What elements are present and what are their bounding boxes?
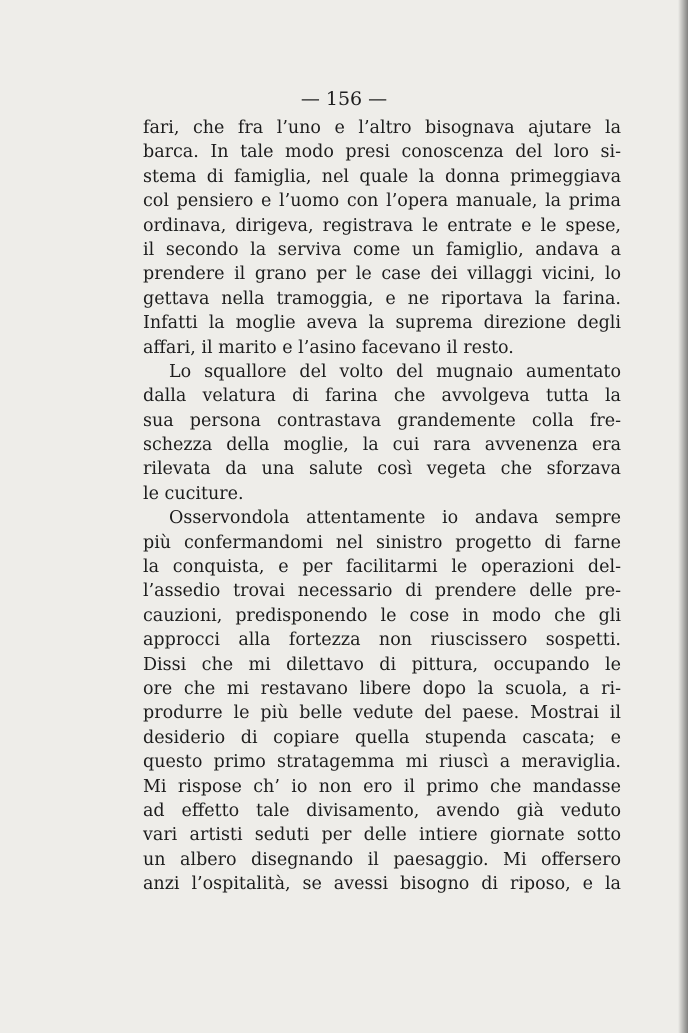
text-line: Dissi che mi dilettavo di pittura, occupando le bbox=[143, 654, 621, 675]
text-line: prendere il grano per le case dei villaggi vicini, lo bbox=[143, 264, 621, 285]
paragraph bbox=[143, 506, 621, 896]
page-edge-shadow bbox=[678, 0, 688, 1033]
text-line: schezza della moglie, la cui rara avvenenza era bbox=[143, 435, 621, 456]
text-line: la conquista, e per facilitarmi le operazioni del- bbox=[143, 557, 621, 578]
text-line: sua persona contrastava grandemente colla fre- bbox=[143, 410, 621, 431]
text-line: stema di famiglia, nel quale la donna primeggiava bbox=[143, 166, 621, 187]
text-line: ad effetto tale divisamento, avendo già veduto bbox=[143, 800, 621, 821]
text-line: l’assedio trovai necessario di prendere delle pre- bbox=[143, 581, 621, 602]
text-line: Mi rispose ch’ io non ero il primo che mandasse bbox=[143, 776, 621, 797]
paragraph bbox=[143, 360, 621, 506]
text-line: dalla velatura di farina che avvolgeva tutta la bbox=[143, 386, 621, 407]
text-line: Osservondola attentamente io andava sempre bbox=[169, 508, 621, 529]
text-line: il secondo la serviva come un famiglio, andava a bbox=[143, 239, 621, 260]
text-line: cauzioni, predisponendo le cose in modo che gli bbox=[143, 605, 621, 626]
text-line: col pensiero e l’uomo con l’opera manuale, la prima bbox=[143, 191, 621, 212]
text-line: produrre le più belle vedute del paese. Mostrai il bbox=[143, 703, 621, 724]
text-line: più confermandomi nel sinistro progetto di farne bbox=[143, 532, 621, 553]
text-line: ordinava, dirigeva, registrava le entrate e le spese, bbox=[143, 215, 621, 236]
text-line: affari, il marito e l’asino facevano il resto. bbox=[143, 337, 514, 358]
text-line: un albero disegnando il paesaggio. Mi offersero bbox=[143, 849, 621, 870]
text-line: le cuciture. bbox=[143, 483, 244, 504]
text-line: desiderio di copiare quella stupenda cascata; e bbox=[143, 727, 621, 748]
text-line: ore che mi restavano libere dopo la scuola, a ri- bbox=[143, 678, 621, 699]
text-line: gettava nella tramoggia, e ne riportava la farina. bbox=[143, 288, 621, 309]
page-number: — 156 — bbox=[300, 88, 388, 110]
text-line: rilevata da una salute così vegeta che sforzava bbox=[143, 459, 621, 480]
text-line: Lo squallore del volto del mugnaio aumentato bbox=[169, 361, 621, 382]
text-line: approcci alla fortezza non riuscissero sospetti. bbox=[143, 630, 621, 651]
text-line: Infatti la moglie aveva la suprema direzione degli bbox=[143, 313, 621, 334]
text-line: questo primo stratagemma mi riuscì a meraviglia. bbox=[143, 752, 621, 773]
paragraph bbox=[143, 116, 621, 360]
text-line: barca. In tale modo presi conoscenza del loro si- bbox=[143, 142, 621, 163]
body-text bbox=[143, 116, 621, 897]
text-line: vari artisti seduti per delle intiere giornate sotto bbox=[143, 825, 621, 846]
text-line: anzi l’ospitalità, se avessi bisogno di riposo, e la bbox=[143, 874, 621, 895]
text-line: fari, che fra l’uno e l’altro bisognava ajutare la bbox=[143, 118, 621, 138]
